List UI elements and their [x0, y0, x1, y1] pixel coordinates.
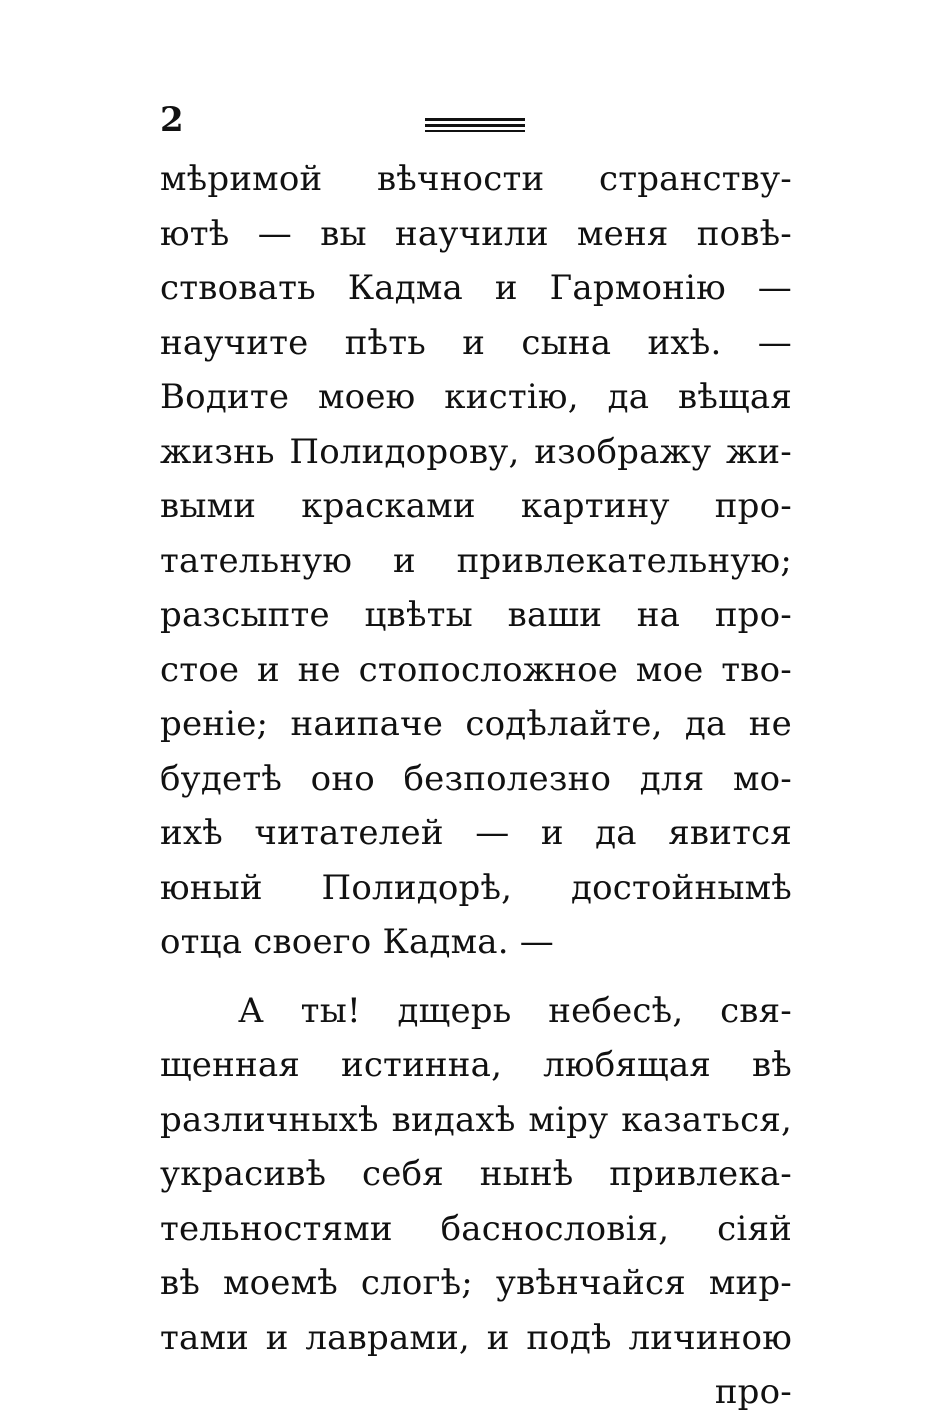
header-rule-line	[425, 124, 525, 127]
text-line: Водите моею кистію, да вѣщая	[160, 377, 792, 417]
text-line: жизнь Полидорову, изображу жи-	[160, 431, 792, 472]
text-line: будетѣ оно безполезно для мо-	[160, 758, 792, 799]
text-line: вѣ моемѣ слогѣ; увѣнчайся мир-	[160, 1263, 792, 1303]
text-line: юный Полидорѣ, достойнымѣ	[160, 867, 792, 908]
text-line: украсивѣ себя нынѣ привлека-	[160, 1154, 792, 1194]
text-line: ствовать Кадма и Гармонію —	[160, 268, 792, 308]
text-line: реніе; наипаче содѣлайте, да не	[160, 704, 792, 744]
text-line: щенная истинна, любящая вѣ	[160, 1045, 792, 1085]
header-rule-line	[425, 118, 525, 121]
header-rule-line	[425, 130, 525, 132]
page-header	[160, 100, 800, 140]
text-line: ихѣ читателей — и да явится	[160, 813, 792, 853]
text-line: ютѣ — вы научили меня повѣ-	[160, 213, 792, 254]
text-line: А ты! дщерь небесѣ, свя-	[238, 990, 792, 1031]
text-line: разсыпте цвѣты ваши на про-	[160, 595, 792, 635]
text-line: тательную и привлекательную;	[160, 540, 792, 581]
paragraph-1	[160, 152, 792, 970]
body-text	[160, 152, 792, 1420]
text-line: выми красками картину про-	[160, 486, 792, 526]
text-line: стое и не стопосложное мое тво-	[160, 649, 792, 690]
paragraph-gap	[160, 970, 792, 984]
paragraph-2	[160, 984, 792, 1366]
text-line: мѣримой вѣчности странству-	[160, 159, 792, 199]
header-rule-icon	[425, 118, 525, 132]
catchword: про-	[714, 1372, 792, 1412]
text-line: отца своего Кадма. —	[160, 922, 554, 962]
page-number: 2	[160, 100, 184, 140]
text-line: тельностями баснословія, сіяй	[160, 1208, 792, 1249]
text-line: различныхѣ видахѣ міру казаться,	[160, 1099, 792, 1140]
text-line: тами и лаврами, и подѣ личиною	[160, 1317, 792, 1358]
text-line: научите пѣть и сына ихѣ. —	[160, 322, 792, 363]
